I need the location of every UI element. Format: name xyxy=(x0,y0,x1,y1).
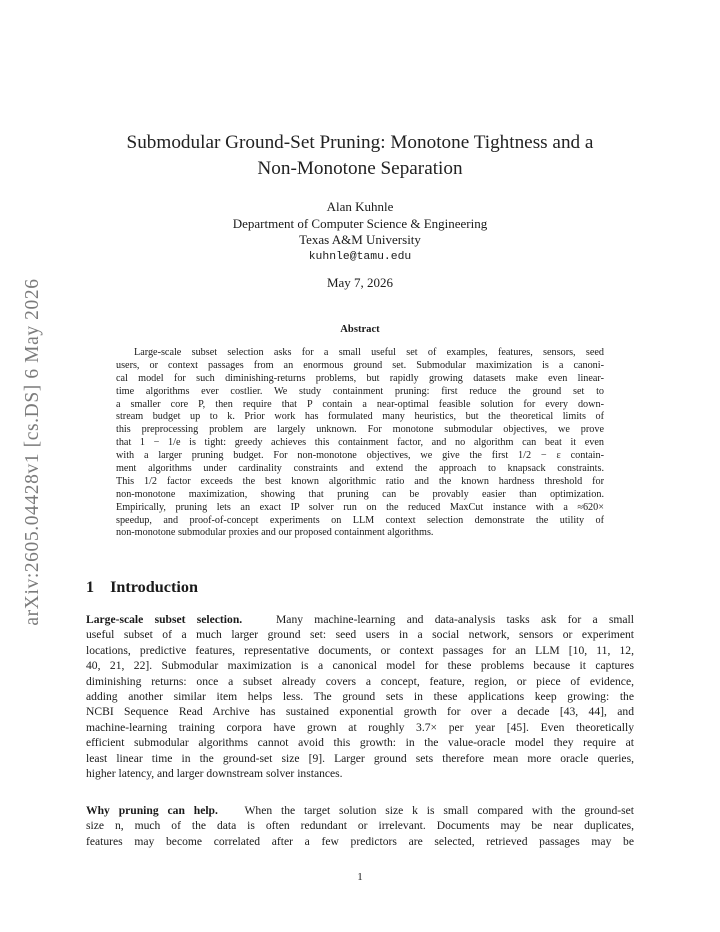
title-line-1: Submodular Ground-Set Pruning: Monotone Tightness and a xyxy=(126,132,594,153)
abstract-line: speedup, and proof-of-concept experiments on LLM context selection demonstrate the utility of xyxy=(116,514,604,526)
abstract-line: that 1 − 1/e is tight: greedy achieves this containment factor, and no algorithm can beat it even xyxy=(116,437,604,449)
paragraph-line: When the target solution size k is small compared with the ground-set xyxy=(244,804,634,817)
abstract-line: stream budget up to k. Prior work has formulated many heuristics, but the theoretical limits of xyxy=(116,411,604,423)
abstract-line: This 1/2 factor exceeds the best known algorithmic ratio and the known hardness threshold for xyxy=(116,475,604,487)
paragraph-line: size n, much of the data is often redundant or irrelevant. Documents may be near duplicates, xyxy=(86,819,634,833)
paragraph-large-scale xyxy=(86,612,634,781)
author-name: Alan Kuhnle xyxy=(326,199,394,214)
paper-date: May 7, 2026 xyxy=(326,275,394,290)
section-heading xyxy=(86,578,198,597)
paragraph-runin-heading: Why pruning can help. xyxy=(86,804,218,817)
paragraph-line: 40, 21, 22]. Submodular maximization is a canonical model for these problems because it captures xyxy=(86,659,634,673)
paragraph-line: features may become correlated after a few predictors are selected, retrieved passages may be xyxy=(86,834,634,848)
abstract-line: cal model for such diminishing-returns problems, but rapidly growing datasets make even linear- xyxy=(116,372,604,384)
paragraph-line: locations, predictive features, representative documents, or context passages for an LLM [10, 11, 12, xyxy=(86,643,634,657)
abstract-line: non-monotone submodular proxies and our proposed containment algorithms. xyxy=(116,527,434,539)
abstract-line: ment algorithms under cardinality constraints and extend the approach to knapsack constraints. xyxy=(116,463,604,475)
paragraph-line: machine-learning training corpora have grown at roughly 3.7× per year [45]. Even theoretically xyxy=(86,720,634,734)
author-university: Texas A&M University xyxy=(299,232,421,247)
paragraph-line: least linear time in the ground-set size [9]. Larger ground sets therefore mean more oracle queries, xyxy=(86,751,634,765)
section-number: 1 xyxy=(86,578,95,596)
abstract-body xyxy=(116,347,604,540)
abstract-heading: Abstract xyxy=(340,324,380,335)
author-department: Department of Computer Science & Engineering xyxy=(232,215,488,231)
abstract-line: Large-scale subset selection asks for a small useful set of examples, features, sensors, seed xyxy=(134,347,604,358)
paragraph-line: useful subset of a much larger ground set: seed users in a social network, sensors or experiment xyxy=(86,628,634,642)
arxiv-identifier: arXiv:2605.04428v1 [cs.DS] 6 May 2026 xyxy=(22,278,43,626)
author-block xyxy=(96,199,624,265)
page-number: 1 xyxy=(357,871,363,883)
paragraph-why-pruning xyxy=(86,803,634,849)
abstract-line: non-monotone maximization, showing that pruning can be provably easier than optimization. xyxy=(116,488,604,500)
section-title: Introduction xyxy=(110,578,198,596)
paragraph-line: efficient submodular algorithms cannot avoid this growth: in the value-oracle model they require at xyxy=(86,736,634,750)
author-email: kuhnle@tamu.edu xyxy=(308,250,412,263)
paper-title xyxy=(96,130,624,182)
paragraph-line: NCBI Sequence Read Archive has sustained exponential growth for over a decade [43, 44], and xyxy=(86,705,634,719)
paragraph-line: diminishing returns: once a subset already covers a concept, feature, region, or piece of evidence, xyxy=(86,674,634,688)
abstract-line: Empirically, pruning lets an exact IP solver run on the reduced MaxCut instance with a ≈620× xyxy=(116,501,604,513)
paragraph-runin-heading: Large-scale subset selection. xyxy=(86,613,243,626)
abstract-line: a smaller core P, then require that P contain a near-optimal feasible solution for every down- xyxy=(116,398,604,410)
abstract-line: time algorithms ever costlier. We study containment pruning: first reduce the ground set to xyxy=(116,385,604,397)
paragraph-line: adding another similar item helps less. The ground sets in these applications keep growing: the xyxy=(86,689,634,703)
abstract-line: with a larger pruning budget. For non-monotone objectives, we give the first 1/2 − ε contain- xyxy=(116,450,604,462)
paragraph-line: Many machine-learning and data-analysis tasks ask for a small xyxy=(275,613,634,626)
paragraph-line: higher latency, and larger downstream solver instances. xyxy=(86,766,343,780)
abstract-line: this preprocessing problem are largely unknown. For monotone submodular objectives, we prove xyxy=(116,424,604,436)
abstract-line: users, or context passages from an enormous ground set. Submodular maximization is a canoni- xyxy=(116,359,604,371)
title-line-2: Non-Monotone Separation xyxy=(257,158,463,179)
